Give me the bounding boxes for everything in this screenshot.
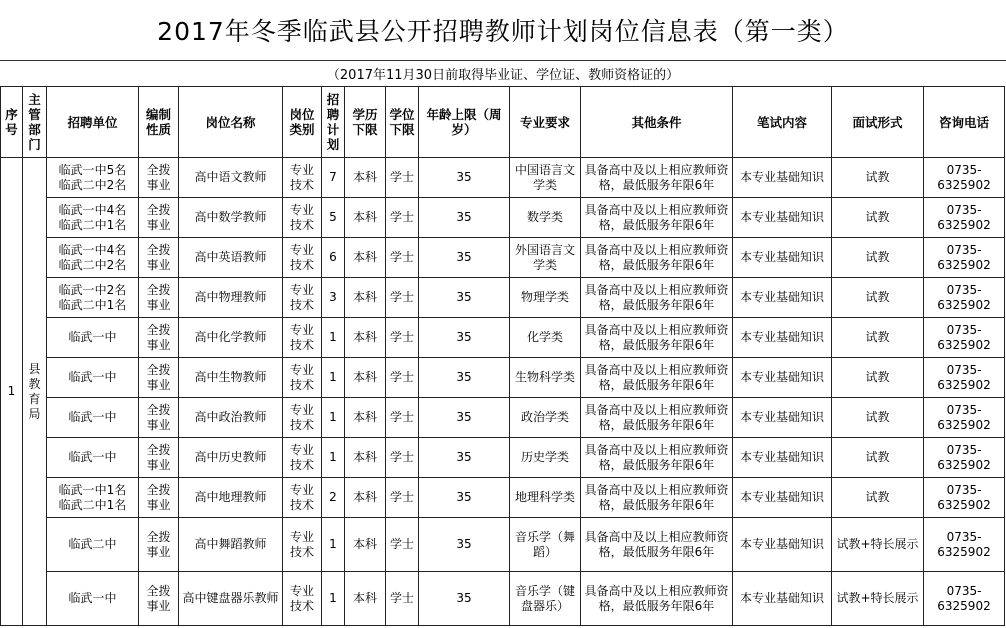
unit-cell: 临武一中2名 临武二中1名 [47,278,139,318]
interview-cell: 试教+特长展示 [832,518,924,572]
header-category: 岗位类别 [283,87,322,158]
category-cell: 专业技术 [283,572,322,626]
edu-cell: 本科 [345,518,386,572]
plan-cell: 1 [322,518,345,572]
degree-cell: 学士 [386,198,419,238]
table-row [1,238,1005,278]
age-cell: 35 [419,438,510,478]
plan-cell: 2 [322,478,345,518]
major-cell: 历史学类 [510,438,581,478]
category-cell: 专业技术 [283,318,322,358]
major-cell: 政治学类 [510,398,581,438]
plan-cell: 3 [322,278,345,318]
page-subtitle: （2017年11月30日前取得毕业证、学位证、教师资格证的） [326,67,680,83]
phone-cell: 0735-6325902 [924,158,1005,198]
phone-cell: 0735-6325902 [924,278,1005,318]
unit-cell: 临武一中 [47,318,139,358]
seq-cell: 1 [1,158,23,626]
degree-cell: 学士 [386,518,419,572]
header-edu: 学历下限 [345,87,386,158]
phone-cell: 0735-6325902 [924,572,1005,626]
header-seq: 序号 [1,87,23,158]
plan-cell: 1 [322,438,345,478]
other-cell: 具备高中及以上相应教师资格，最低服务年限6年 [581,572,733,626]
table-row [1,198,1005,238]
plan-cell: 6 [322,238,345,278]
age-cell: 35 [419,398,510,438]
other-cell: 具备高中及以上相应教师资格，最低服务年限6年 [581,318,733,358]
interview-cell: 试教 [832,438,924,478]
phone-cell: 0735-6325902 [924,358,1005,398]
edu-cell: 本科 [345,318,386,358]
unit-cell: 临武一中 [47,398,139,438]
table-row [1,572,1005,626]
phone-cell: 0735-6325902 [924,238,1005,278]
type-cell: 全拨事业 [139,518,179,572]
unit-cell: 临武一中1名 临武二中1名 [47,478,139,518]
exam-cell: 本专业基础知识 [733,198,832,238]
category-cell: 专业技术 [283,278,322,318]
edu-cell: 本科 [345,478,386,518]
interview-cell: 试教 [832,478,924,518]
degree-cell: 学士 [386,478,419,518]
degree-cell: 学士 [386,572,419,626]
unit-cell: 临武一中5名 临武二中2名 [47,158,139,198]
header-degree: 学位下限 [386,87,419,158]
major-cell: 生物科学类 [510,358,581,398]
header-plan: 招聘计划 [322,87,345,158]
degree-cell: 学士 [386,318,419,358]
exam-cell: 本专业基础知识 [733,358,832,398]
type-cell: 全拨事业 [139,438,179,478]
header-major: 专业要求 [510,87,581,158]
table-row [1,158,1005,198]
exam-cell: 本专业基础知识 [733,278,832,318]
degree-cell: 学士 [386,398,419,438]
type-cell: 全拨事业 [139,478,179,518]
major-cell: 数学类 [510,198,581,238]
type-cell: 全拨事业 [139,572,179,626]
interview-cell: 试教 [832,358,924,398]
degree-cell: 学士 [386,238,419,278]
type-cell: 全拨事业 [139,198,179,238]
phone-cell: 0735-6325902 [924,518,1005,572]
degree-cell: 学士 [386,158,419,198]
major-cell: 中国语言文学类 [510,158,581,198]
edu-cell: 本科 [345,438,386,478]
type-cell: 全拨事业 [139,238,179,278]
table-row [1,358,1005,398]
position-cell: 高中语文教师 [179,158,283,198]
table-row [1,278,1005,318]
header-dept: 主管部门 [23,87,47,158]
category-cell: 专业技术 [283,358,322,398]
interview-cell: 试教 [832,198,924,238]
edu-cell: 本科 [345,238,386,278]
phone-cell: 0735-6325902 [924,318,1005,358]
age-cell: 35 [419,198,510,238]
exam-cell: 本专业基础知识 [733,238,832,278]
age-cell: 35 [419,358,510,398]
exam-cell: 本专业基础知识 [733,478,832,518]
exam-cell: 本专业基础知识 [733,572,832,626]
plan-cell: 7 [322,158,345,198]
other-cell: 具备高中及以上相应教师资格，最低服务年限6年 [581,438,733,478]
position-cell: 高中地理教师 [179,478,283,518]
unit-cell: 临武二中 [47,518,139,572]
unit-cell: 临武一中 [47,438,139,478]
exam-cell: 本专业基础知识 [733,318,832,358]
header-unit: 招聘单位 [47,87,139,158]
type-cell: 全拨事业 [139,398,179,438]
position-cell: 高中物理教师 [179,278,283,318]
other-cell: 具备高中及以上相应教师资格，最低服务年限6年 [581,278,733,318]
edu-cell: 本科 [345,398,386,438]
type-cell: 全拨事业 [139,318,179,358]
interview-cell: 试教 [832,158,924,198]
other-cell: 具备高中及以上相应教师资格，最低服务年限6年 [581,358,733,398]
position-cell: 高中化学教师 [179,318,283,358]
dept-cell: 县教育局 [23,158,47,626]
interview-cell: 试教+特长展示 [832,572,924,626]
category-cell: 专业技术 [283,198,322,238]
header-position: 岗位名称 [179,87,283,158]
category-cell: 专业技术 [283,398,322,438]
age-cell: 35 [419,318,510,358]
phone-cell: 0735-6325902 [924,398,1005,438]
interview-cell: 试教 [832,278,924,318]
major-cell: 物理学类 [510,278,581,318]
table-row [1,478,1005,518]
other-cell: 具备高中及以上相应教师资格，最低服务年限6年 [581,518,733,572]
degree-cell: 学士 [386,358,419,398]
header-row [1,87,1005,158]
age-cell: 35 [419,278,510,318]
edu-cell: 本科 [345,278,386,318]
age-cell: 35 [419,572,510,626]
major-cell: 地理科学类 [510,478,581,518]
major-cell: 化学类 [510,318,581,358]
other-cell: 具备高中及以上相应教师资格，最低服务年限6年 [581,158,733,198]
exam-cell: 本专业基础知识 [733,398,832,438]
category-cell: 专业技术 [283,478,322,518]
edu-cell: 本科 [345,358,386,398]
header-exam: 笔试内容 [733,87,832,158]
other-cell: 具备高中及以上相应教师资格，最低服务年限6年 [581,398,733,438]
position-cell: 高中数学教师 [179,198,283,238]
type-cell: 全拨事业 [139,158,179,198]
interview-cell: 试教 [832,318,924,358]
position-cell: 高中历史教师 [179,438,283,478]
other-cell: 具备高中及以上相应教师资格，最低服务年限6年 [581,238,733,278]
other-cell: 具备高中及以上相应教师资格，最低服务年限6年 [581,478,733,518]
edu-cell: 本科 [345,572,386,626]
category-cell: 专业技术 [283,438,322,478]
degree-cell: 学士 [386,438,419,478]
major-cell: 音乐学（舞蹈） [510,518,581,572]
age-cell: 35 [419,238,510,278]
plan-cell: 1 [322,318,345,358]
exam-cell: 本专业基础知识 [733,438,832,478]
unit-cell: 临武一中4名 临武二中1名 [47,198,139,238]
age-cell: 35 [419,478,510,518]
recruitment-table [0,86,1005,626]
plan-cell: 1 [322,358,345,398]
table-row [1,438,1005,478]
phone-cell: 0735-6325902 [924,438,1005,478]
position-cell: 高中键盘器乐教师 [179,572,283,626]
degree-cell: 学士 [386,278,419,318]
interview-cell: 试教 [832,398,924,438]
header-phone: 咨询电话 [924,87,1005,158]
edu-cell: 本科 [345,198,386,238]
major-cell: 外国语言文学类 [510,238,581,278]
header-type: 编制性质 [139,87,179,158]
interview-cell: 试教 [832,238,924,278]
category-cell: 专业技术 [283,238,322,278]
exam-cell: 本专业基础知识 [733,518,832,572]
position-cell: 高中英语教师 [179,238,283,278]
age-cell: 35 [419,158,510,198]
header-interview: 面试形式 [832,87,924,158]
plan-cell: 1 [322,572,345,626]
header-age: 年龄上限（周岁） [419,87,510,158]
page-title: 2017年冬季临武县公开招聘教师计划岗位信息表（第一类） [0,0,1006,61]
exam-cell: 本专业基础知识 [733,158,832,198]
major-cell: 音乐学（键盘器乐） [510,572,581,626]
age-cell: 35 [419,518,510,572]
phone-cell: 0735-6325902 [924,198,1005,238]
position-cell: 高中生物教师 [179,358,283,398]
type-cell: 全拨事业 [139,278,179,318]
table-row [1,398,1005,438]
category-cell: 专业技术 [283,518,322,572]
unit-cell: 临武一中 [47,358,139,398]
phone-cell: 0735-6325902 [924,478,1005,518]
category-cell: 专业技术 [283,158,322,198]
plan-cell: 1 [322,398,345,438]
table-row [1,318,1005,358]
position-cell: 高中舞蹈教师 [179,518,283,572]
unit-cell: 临武一中4名 临武二中2名 [47,238,139,278]
table-row [1,518,1005,572]
other-cell: 具备高中及以上相应教师资格，最低服务年限6年 [581,198,733,238]
header-other: 其他条件 [581,87,733,158]
edu-cell: 本科 [345,158,386,198]
unit-cell: 临武一中 [47,572,139,626]
type-cell: 全拨事业 [139,358,179,398]
plan-cell: 5 [322,198,345,238]
position-cell: 高中政治教师 [179,398,283,438]
